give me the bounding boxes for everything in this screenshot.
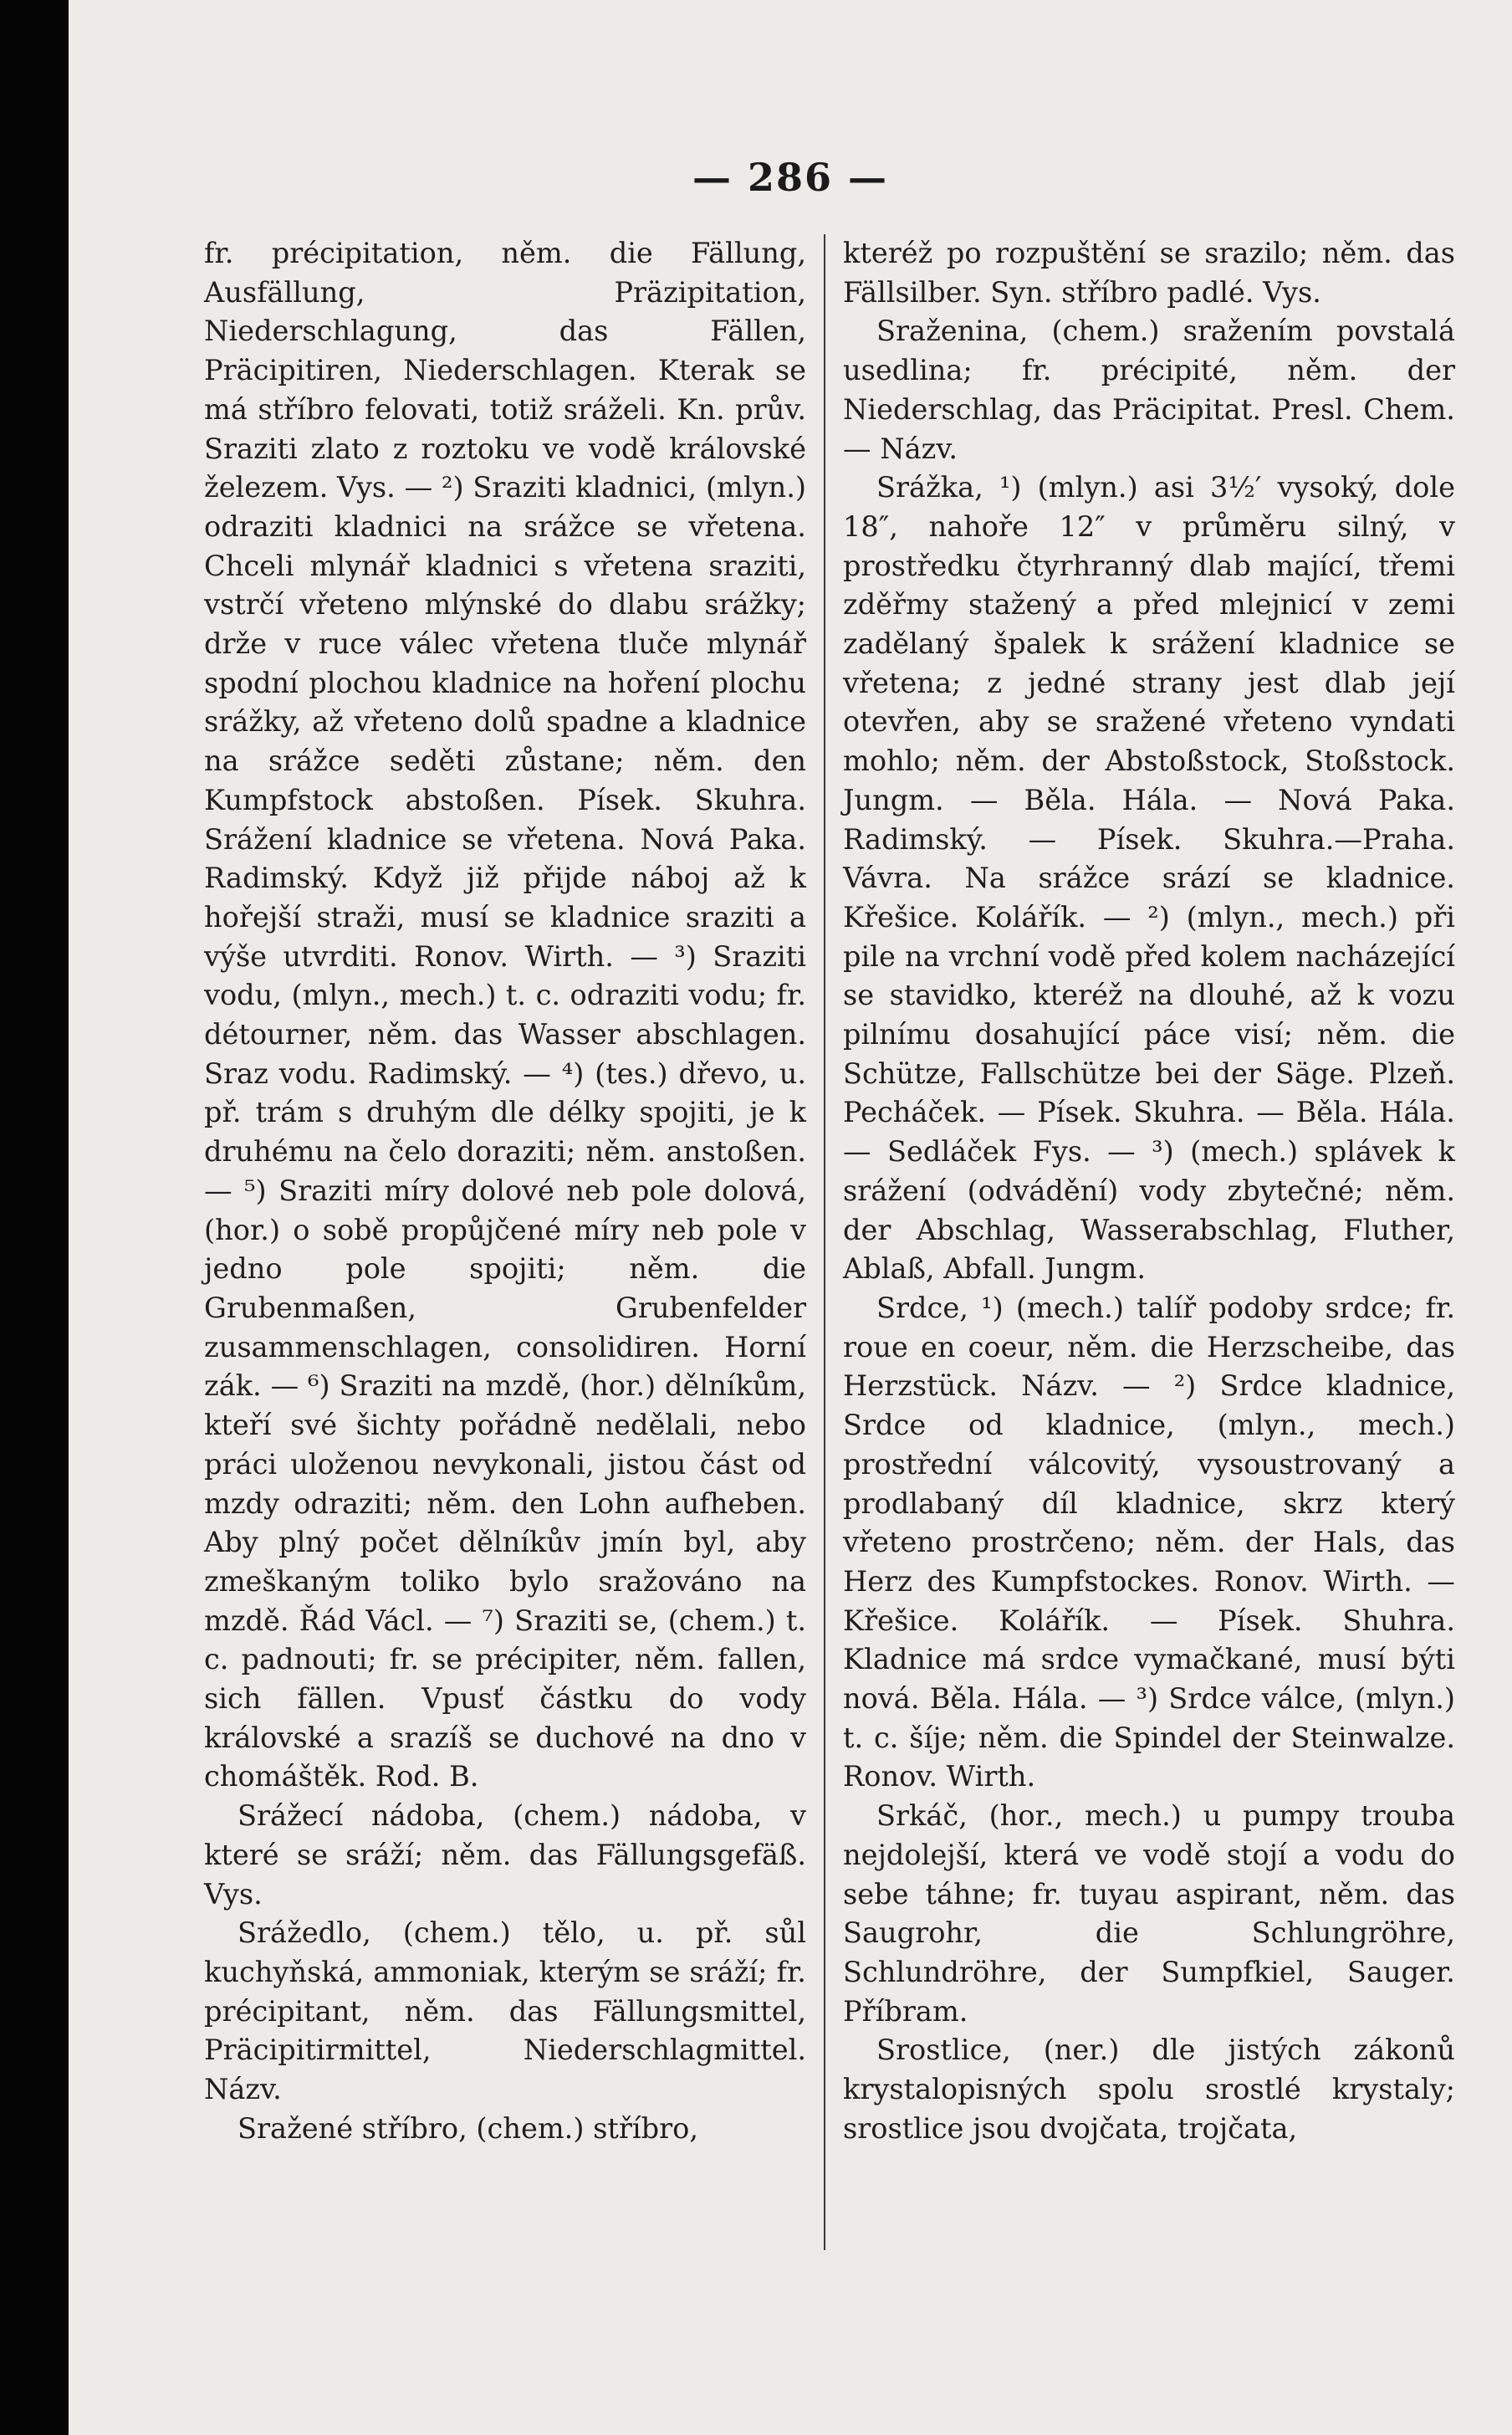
dictionary-entry: Srážedlo, (chem.) tělo, u. př. sůl kuchyňská, ammoniak, kterým se sráží; fr. précipitant, něm. das Fällungsmittel, Präcipitirmittel, Niederschlagmittel. Názv. bbox=[204, 1916, 806, 2106]
dictionary-entry: Srostlice, (ner.) dle jistých zákonů krystalopisných spolu srostlé krystaly; srostlice jsou dvojčata, trojčata, bbox=[843, 2033, 1455, 2145]
left-column bbox=[204, 234, 806, 2148]
dictionary-page bbox=[69, 0, 1512, 2435]
dictionary-entry: Srážka, ¹) (mlyn.) asi 3½′ vysoký, dole 18″, nahoře 12″ v průměru silný, v prostředku čtyrhranný dlab mající, třemi zděřmy stažený a před mlejnicí v zemi zadělaný špalek k srážení kladnice se vřetena; z jedné strany jest dlab její otevřen, aby se sražené vřeteno vyndati mohlo; něm. der Abstoßstock, Stoßstock. Jungm. — Běla. Hála. — Nová Paka. Radimský. — Písek. Skuhra.—Praha. Vávra. Na srážce srází se kladnice. Křešice. Kolářík. — ²) (mlyn., mech.) při pile na vrchní vodě před kolem nacházející se stavidko, kteréž na dlouhé, až k vozu pilnímu dosahující páce visí; něm. die Schütze, Fallschütze bei der Säge. Plzeň. Pecháček. — Písek. Skuhra. — Běla. Hála. — Sedláček Fys. — ³) (mech.) splávek k srážení (odvádění) vody zbytečné; něm. der Abschlag, Wasserabschlag, Fluther, Ablaß, Abfall. Jungm. bbox=[843, 471, 1455, 1286]
dictionary-entry: Sražené stříbro, (chem.) stříbro, bbox=[238, 2111, 699, 2145]
column-divider bbox=[824, 234, 825, 2250]
right-column bbox=[843, 234, 1455, 2148]
dictionary-entry: Srkáč, (hor., mech.) u pumpy trouba nejdolejší, která ve vodě stojí a vodu do sebe táhne; fr. tuyau aspirant, něm. das Saugrohr, die Schlungröhre, Schlundröhre, der Sumpfkiel, Sauger. Příbram. bbox=[843, 1799, 1455, 2028]
dictionary-entry: kteréž po rozpuštění se srazilo; něm. das Fällsilber. Syn. stříbro padlé. Vys. bbox=[843, 237, 1455, 309]
dictionary-entry: Sraženina, (chem.) sražením povstalá usedlina; fr. précipité, něm. der Niederschlag, das Präcipitat. Presl. Chem. — Názv. bbox=[843, 315, 1455, 465]
page-number: — 286 — bbox=[692, 155, 889, 200]
dictionary-entry: fr. précipitation, něm. die Fällung, Ausfällung, Präzipitation, Niederschlagung, das Fällen, Präcipitiren, Niederschlagen. Kterak se má stříbro felovati, totiž sráželi. Kn. prův. Sraziti zlato z roztoku ve vodě královské železem. Vys. — ²) Sraziti kladnici, (mlyn.) odraziti kladnici na srážce se vřetena. Chceli mlynář kladnici s vřetena sraziti, vstrčí vřeteno mlýnské do dlabu srážky; drže v ruce válec vřetena tluče mlynář spodní plochou kladnice na hoření plochu srážky, až vřeteno dolů spadne a kladnice na srážce seděti zůstane; něm. den Kumpfstock abstoßen. Písek. Skuhra. Srážení kladnice se vřetena. Nová Paka. Radimský. Když již přijde náboj až k hořejší straži, musí se kladnice sraziti a výše utvrditi. Ronov. Wirth. — ³) Sraziti vodu, (mlyn., mech.) t. c. odraziti vodu; fr. détourner, něm. das Wasser abschlagen. Sraz vodu. Radimský. — ⁴) (tes.) dřevo, u. př. trám s druhým dle délky spojiti, je k druhému na čelo doraziti; něm. anstoßen. — ⁵) Sraziti míry dolové neb pole dolová, (hor.) o sobě propůjčené míry neb pole v jedno pole spojiti; něm. die Grubenmaßen, Grubenfelder zusammenschlagen, consolidiren. Horní zák. — ⁶) Sraziti na mzdě, (hor.) dělníkům, kteří své šichty pořádně nedělali, nebo práci uloženou nevykonali, jistou část od mzdy odraziti; něm. den Lohn aufheben. Aby plný počet dělníkův jmín byl, aby zmeškaným toliko bylo sražováno na mzdě. Řád Václ. — ⁷) Sraziti se, (chem.) t. c. padnouti; fr. se précipiter, něm. fallen, sich fällen. Vpusť částku do vody královské a srazíš se duchové na dno v chomáštěk. Rod. B. bbox=[204, 237, 806, 1793]
dictionary-entry: Srážecí nádoba, (chem.) nádoba, v které se sráží; něm. das Fällungsgefäß. Vys. bbox=[204, 1799, 806, 1911]
dictionary-entry: Srdce, ¹) (mech.) talíř podoby srdce; fr. roue en coeur, něm. die Herzscheibe, das Herzstück. Názv. — ²) Srdce kladnice, Srdce od kladnice, (mlyn., mech.) prostřední válcovitý, vysoustrovaný a prodlabaný díl kladnice, skrz který vřeteno prostrčeno; něm. der Hals, das Herz des Kumpfstockes. Ronov. Wirth. — Křešice. Kolářík. — Písek. Shuhra. Kladnice má srdce vymačkané, musí býti nová. Běla. Hála. — ³) Srdce válce, (mlyn.) t. c. šíje; něm. die Spindel der Steinwalze. Ronov. Wirth. bbox=[843, 1291, 1455, 1793]
